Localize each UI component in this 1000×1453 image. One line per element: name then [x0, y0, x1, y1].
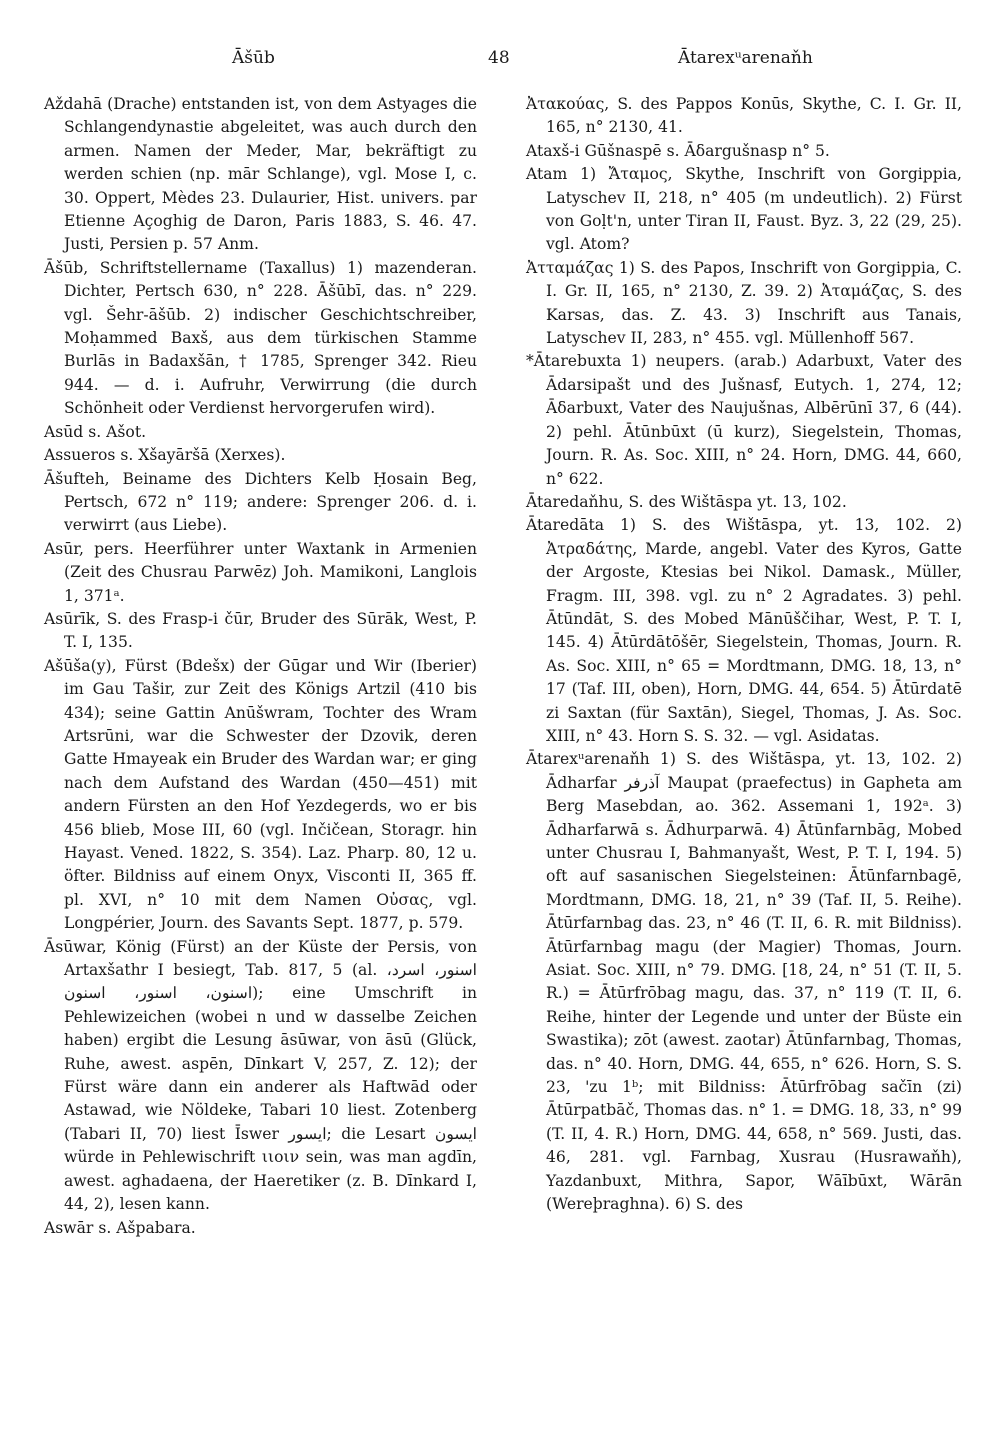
entry: Ataxš-i Gūšnaspē s. Āδargušnasp n° 5. [526, 141, 830, 160]
entry: Āšufteh, Beiname des Dichters Kelb Ḥosain Beg, Pertsch, 672 n° 119; andere: Sprenger 206. d. i. verwirrt (aus Liebe). [44, 469, 477, 535]
entry: Assueros s. Xšayāršā (Xerxes). [44, 446, 286, 465]
entry: Ašūša(y), Fürst (Bdešx) der Gūgar und Wir (Iberier) im Gau Tašir, zur Zeit des Königs Artzil (410 bis 434); seine Gattin Anūšwram, Tochter des Wram Artsrūni, war die Schwester der Dzovik, deren Gatte Hmayeak ein Bruder des Wardan war; er ging nach dem Aufstand des Wardan (450—451) mit andern Fürsten an den Hof Yezdegerds, wo er bis 456 blieb, Mose III, 60 (vgl. Inčičean, Storagr. hin Hayast. Vened. 1822, S. 354). Laz. Pharp. 80, 12 u. öfter. Bildniss auf einem Onyx, Visconti II, 365 ff. pl. XVI, n° 10 mit dem Namen Οὐσας, vgl. Longpérier, Journ. des Savants Sept. 1877, p. 579. [44, 656, 477, 933]
entry: Āsūwar, König (Fürst) an der Küste der Persis, von Artaxšathr I besiegt, Tab. 817, 5 (al. اسنور، اسرد، اسنون، اسنور، اسنون); eine Umschrift in Pehlewizeichen (wobei n und w dasselbe Zeichen haben) ergibt die Lesung āsūwar, von āsū (Glück, Ruhe, awest. aspēn, Dīnkart V, 257, Z. 12); der Fürst wäre dann ein anderer als Haftwād oder Astawad, wie Nöldeke, Tabari 10 liest. Zotenberg (Tabari II, 70) liest Īswer ایسور; die Lesart ایسون würde in Pehlewischrift ιιοιν sein, was man agdīn, awest. aghadaena, der Haeretiker (z. B. Dīnkard I, 44, 2), lesen kann. [44, 937, 477, 1214]
entry: Aswār s. Ašpabara. [44, 1218, 196, 1237]
left-column [44, 93, 477, 1240]
entry: Asūrīk, S. des Frasp-i čūr, Bruder des Sūrāk, West, P. T. I, 135. [44, 609, 477, 652]
entry: *Ātarebuxta 1) neupers. (arab.) Adarbuxt, Vater des Ādarsipašt und des Jušnasf, Eutych. 1, 274, 12; Āδarbuxt, Vater des Naujušnas, Albērūnī 37, 6 (44). 2) pehl. Ātūnbūxt (ū kurz), Siegelstein, Thomas, Journ. R. As. Soc. XIII, n° 24. Horn, DMG. 44, 660, n° 622. [526, 352, 962, 488]
entry: Ἀτακούας, S. des Pappos Konūs, Skythe, C. I. Gr. II, 165, n° 2130, 41. [526, 95, 962, 137]
running-head-left: Āšūb [232, 48, 275, 68]
entry: Āšūb, Schriftstellername (Taxallus) 1) mazenderan. Dichter, Pertsch 630, n° 228. Āšūbī, das. n° 229. vgl. Šehr-āšūb. 2) indischer Geschichtschreiber, Moḥammed Baxš, aus dem türkischen Stamme Burlās in Badaxšān, † 1785, Sprenger 342. Rieu 944. — d. i. Aufruhr, Verwirrung (die durch Schönheit oder Verdienst hervorgerufen wird). [44, 258, 477, 418]
entry: Ἀτταμάζας 1) S. des Papos, Inschrift von Gorgippia, C. I. Gr. II, 165, n° 2130, Z. 39. 2) Ἀταμάζας, S. des Karsas, das. Z. 43. 3) Inschrift aus Tanais, Latyschev II, 283, n° 455. vgl. Müllenhoff 567. [526, 258, 962, 348]
entry: Ātarexᵘarenaňh 1) S. des Wištāspa, yt. 13, 102. 2) Ādharfar آذرفر Maupat (praefectus) in Gapheta am Berg Masebdan, ao. 362. Assemani 1, 192ᵃ. 3) Ādharfarwā s. Ādhurparwā. 4) Ātūnfarnbāg, Mobed unter Chusrau I, Bahmanyašt, West, P. T. I, 194. 5) oft auf sasanischen Siegelsteinen: Ātūnfarnbagē, Mordtmann, DMG. 18, 21, n° 39 (Taf. II, 5. Reihe). Ātūrfarnbag das. 23, n° 46 (T. II, 6. R. mit Bildniss). Ātūrfarnbag magu (der Magier) Thomas, Journ. Asiat. Soc. XIII, n° 79. DMG. [18, 24, n° 51 (T. II, 5. R.) = Ātūrfrōbag magu, das. 37, n° 119 (T. II, 6. Reihe, hinter der Legende und unter der Büste ein Swastika); zōt (awest. zaotar) Ātūnfarnbag, Thomas, das. n° 40. Horn, DMG. 44, 655, n° 626. Horn, S. S. 23, 'zu 1ᵇ; mit Bildniss: Ātūrfrōbag sačīn (zi) Ātūrpatbāč, Thomas das. n° 1. = DMG. 18, 33, n° 99 (T. II, 4. R.) Horn, DMG. 44, 658, n° 569. Justi, das. 46, 281. vgl. Farnbag, Xusrau (Husrawaňh), Yazdanbuxt, Mithra, Sapor, Wāībūxt, Wārān (Wereþraghna). 6) S. des [526, 750, 962, 1214]
entry: Asūr, pers. Heerführer unter Waxtank in Armenien (Zeit des Chusrau Parwēz) Joh. Mamikoni, Langlois 1, 371ᵃ. [44, 539, 477, 605]
right-column [526, 93, 962, 1217]
entry: Atam 1) Ἄταμος, Skythe, Inschrift von Gorgippia, Latyschev II, 218, n° 405 (m undeutlich). 2) Fürst von Goḷt'n, unter Tiran II, Faust. Byz. 3, 22 (29, 25). vgl. Atom? [526, 165, 962, 254]
entry: Aždahā (Drache) entstanden ist, von dem Astyages die Schlangendynastie abgeleitet, was auch durch den armen. Namen der Meder, Mar, bekräftigt zu werden schien (np. mār Schlange), vgl. Mose I, c. 30. Oppert, Mèdes 23. Dulaurier, Hist. univers. par Etienne Açoghig de Daron, Paris 1883, S. 46. 47. Justi, Persien p. 57 Anm. [44, 95, 477, 254]
page-number: 48 [488, 48, 510, 68]
running-head-right: Ātarexᵘarenaňh [678, 48, 813, 68]
entry: Ātaredāta 1) S. des Wištāspa, yt. 13, 102. 2) Ἀτραδάτης, Marde, angebl. Vater des Kyros, Gatte der Argoste, Ktesias bei Nikol. Damask., Müller, Fragm. III, 398. vgl. zu n° 2 Agradates. 3) pehl. Ātūndāt, S. des Mobed Mānūščihar, West, P. T. I, 145. 4) Ātūrdātōšēr, Siegelstein, Thomas, Journ. R. As. Soc. XIII, n° 65 = Mordtmann, DMG. 18, 13, n° 17 (Taf. III, oben), Horn, DMG. 44, 654. 5) Ātūrdatē zi Saxtan (für Saxtān), Siegel, Thomas, J. As. Soc. XIII, n° 43. Horn S. S. 32. — vgl. Asidatas. [526, 516, 962, 745]
entry: Ātaredaňhu, S. des Wištāspa yt. 13, 102. [526, 492, 847, 511]
entry: Asūd s. Ašot. [44, 422, 147, 441]
page-header [0, 48, 1000, 74]
